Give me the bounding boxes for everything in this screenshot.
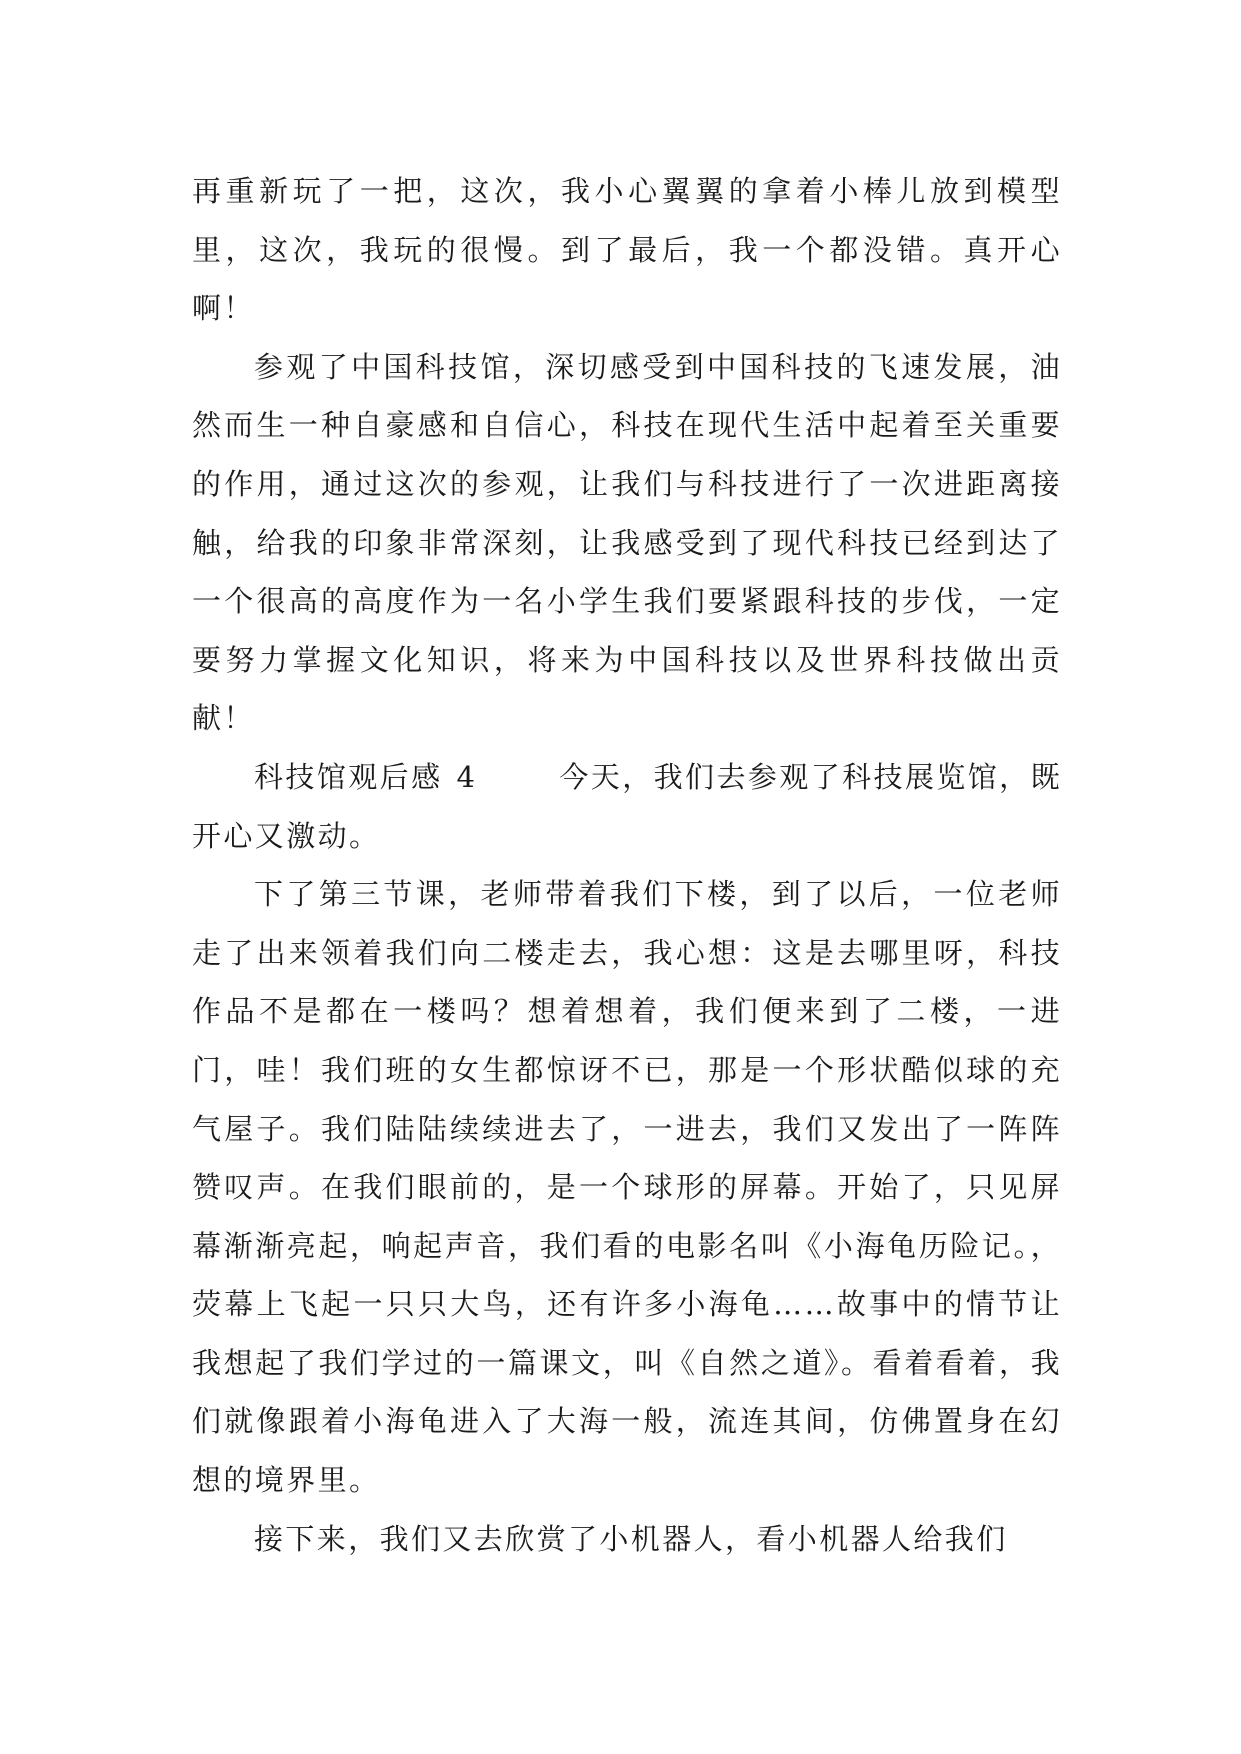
document-body: [192, 162, 1062, 1568]
paragraph-robots: 接下来，我们又去欣赏了小机器人，看小机器人给我们: [254, 1521, 1008, 1556]
paragraph-dome-theater: 下了第三节课，老师带着我们下楼，到了以后，一位老师走了出来领着我们向二楼走去，我心想：这是去哪里呀，科技作品不是都在一楼吗？想着想着，我们便来到了二楼，一进门，哇！我们班的女生都惊讶不已，那是一个形状酷似球的充气屋子。我们陆陆续续进去了，一进去，我们又发出了一阵阵赞叹声。在我们眼前的，是一个球形的屏幕。开始了，只见屏幕渐渐亮起，响起声音，我们看的电影名叫《小海龟历险记。，荧幕上飞起一只只大鸟，还有许多小海龟……故事中的情节让我想起了我们学过的一篇课文，叫《自然之道》。看着看着，我们就像跟着小海龟进入了大海一般，流连其间，仿佛置身在幻想的境界里。: [192, 877, 1062, 1498]
section-number: 4: [456, 759, 478, 794]
paragraph-continued: 再重新玩了一把，这次，我小心翼翼的拿着小棒儿放到模型里，这次，我玩的很慢。到了最后，我一个都没错。真开心啊！: [192, 174, 1062, 326]
section-title: 科技馆观后感: [254, 759, 443, 794]
section-heading-paragraph: [192, 748, 1062, 865]
paragraph-conclusion: 参观了中国科技馆，深切感受到中国科技的飞速发展，油然而生一种自豪感和自信心，科技在现代生活中起着至关重要的作用，通过这次的参观，让我们与科技进行了一次进距离接触，给我的印象非常深刻，让我感受到了现代科技已经到达了一个很高的高度作为一名小学生我们要紧跟科技的步伐，一定要努力掌握文化知识，将来为中国科技以及世界科技做出贡献！: [192, 349, 1062, 736]
section-intro-text: 今天，我们去参观了科技展览馆，既开心又激动。: [192, 759, 1062, 853]
